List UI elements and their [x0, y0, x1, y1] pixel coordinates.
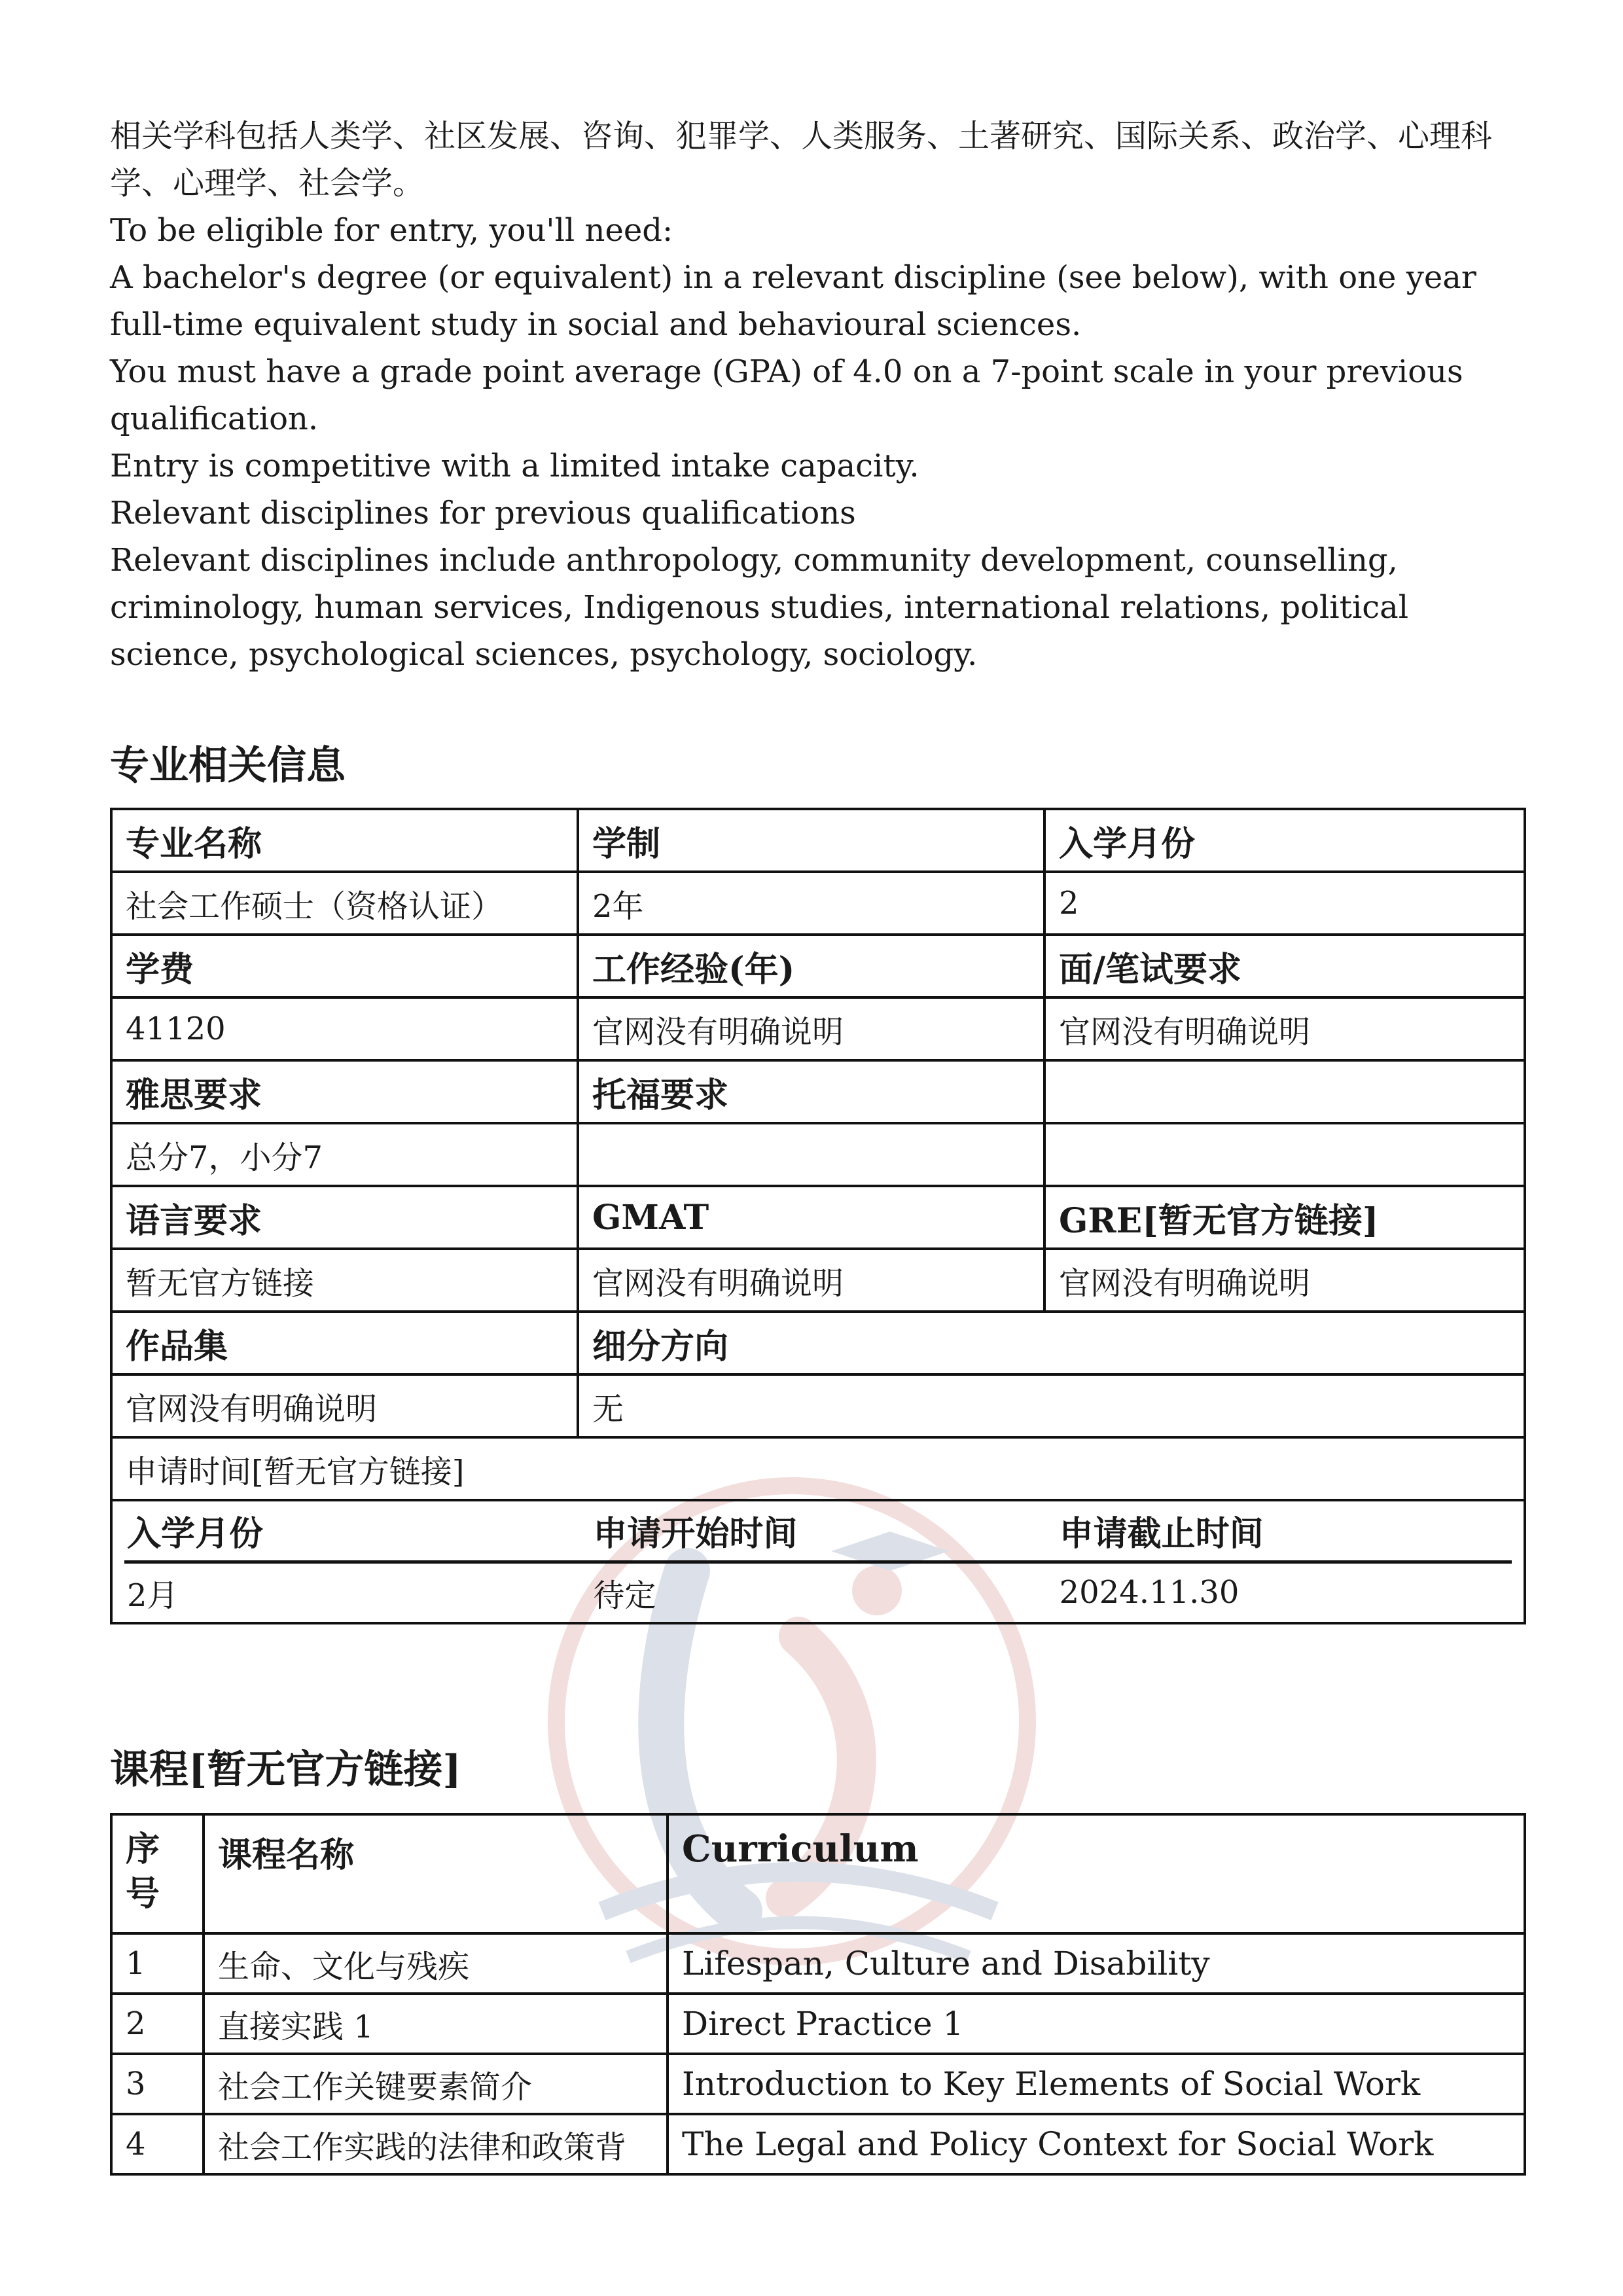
app-start-header: 申请开始时间: [590, 1501, 1056, 1562]
app-start-value: 待定: [593, 1577, 656, 1614]
course-no: 2: [111, 1994, 204, 2054]
course-cn: 直接实践 1: [204, 1994, 668, 2054]
table-row: [111, 2114, 1525, 2174]
intro-line: Relevant disciplines for previous qualifications: [110, 495, 856, 531]
toefl-label: 托福要求: [578, 1060, 1044, 1123]
intro-line: 相关学科包括人类学、社区发展、咨询、犯罪学、人类服务、土著研究、国际关系、政治学、心理科学、心理学、社会学。: [110, 118, 1493, 202]
table-row: [111, 2054, 1525, 2114]
ielts-label: 雅思要求: [111, 1060, 578, 1123]
course-en: Introduction to Key Elements of Social Work: [668, 2054, 1525, 2114]
course-no: 1: [111, 1933, 204, 1994]
interview-value: 官网没有明确说明: [1044, 997, 1525, 1060]
empty-cell: [1044, 1123, 1525, 1186]
portfolio-value: 官网没有明确说明: [111, 1374, 578, 1437]
ielts-value: 总分7，小分7: [111, 1123, 578, 1186]
tuition-value: 41120: [111, 997, 578, 1060]
table-row: [111, 1933, 1525, 1994]
app-deadline-header: 申请截止时间: [1057, 1501, 1512, 1562]
duration-label: 学制: [578, 809, 1044, 872]
course-en: The Legal and Policy Context for Social Work: [668, 2114, 1525, 2174]
tuition-label: 学费: [111, 935, 578, 997]
course-cn: 生命、文化与残疾: [204, 1933, 668, 1994]
intro-line: You must have a grade point average (GPA) of 4.0 on a 7-point scale in your previous qualification.: [110, 353, 1463, 437]
program-name-label: 专业名称: [111, 809, 578, 872]
course-en: Lifespan, Culture and Disability: [668, 1933, 1525, 1994]
program-name-value: 社会工作硕士（资格认证）: [111, 872, 578, 935]
intro-line: A bachelor's degree (or equivalent) in a relevant discipline (see below), with one year full-time equivalent study in social and behavioural sciences.: [110, 259, 1476, 343]
course-en: Direct Practice 1: [668, 1994, 1525, 2054]
intro-line: Entry is competitive with a limited intake capacity.: [110, 448, 919, 484]
work-exp-value: 官网没有明确说明: [578, 997, 1044, 1060]
interview-label: 面/笔试要求: [1044, 935, 1525, 997]
courses-table: [110, 1813, 1526, 2176]
application-time-label: 申请时间[暂无官方链接]: [111, 1437, 1525, 1500]
portfolio-label: 作品集: [111, 1312, 578, 1374]
language-label: 语言要求: [111, 1186, 578, 1249]
course-no: 3: [111, 2054, 204, 2114]
course-cn-header: 课程名称: [204, 1814, 668, 1933]
application-schedule: [111, 1500, 1525, 1623]
gmat-value: 官网没有明确说明: [578, 1249, 1044, 1312]
intake-value: 2: [1044, 872, 1525, 935]
intro-line: Relevant disciplines include anthropology, community development, counselling, criminology, human services, Indigenous studies, international relations, political science, psychological sciences, psychology, sociology.: [110, 542, 1409, 673]
app-intake-header: 入学月份: [124, 1501, 590, 1562]
program-info-title: 专业相关信息: [110, 743, 346, 789]
application-schedule-table: [124, 1501, 1512, 1622]
gre-label: GRE[暂无官方链接]: [1044, 1186, 1525, 1249]
program-info-table: [110, 808, 1526, 1624]
course-no: 4: [111, 2114, 204, 2174]
gre-value: 官网没有明确说明: [1044, 1249, 1525, 1312]
specialization-label: 细分方向: [578, 1312, 1525, 1374]
intake-label: 入学月份: [1044, 809, 1525, 872]
course-cn: 社会工作关键要素简介: [204, 2054, 668, 2114]
course-cn: 社会工作实践的法律和政策背: [204, 2114, 668, 2174]
empty-cell: [1044, 1060, 1525, 1123]
course-en-header: Curriculum: [668, 1814, 1525, 1933]
language-value: 暂无官方链接: [111, 1249, 578, 1312]
gmat-label: GMAT: [578, 1186, 1044, 1249]
specialization-value: 无: [578, 1374, 1525, 1437]
courses-title: 课程[暂无官方链接]: [110, 1747, 461, 1793]
duration-value: 2年: [578, 872, 1044, 935]
table-row: [111, 1994, 1525, 2054]
app-intake-value: 2月: [127, 1577, 179, 1614]
toefl-value: [578, 1123, 1044, 1186]
course-no-header: 序号: [111, 1814, 204, 1933]
app-deadline-value: 2024.11.30: [1059, 1574, 1240, 1611]
intro-text: [110, 113, 1517, 678]
intro-line: To be eligible for entry, you'll need:: [110, 212, 673, 249]
work-exp-label: 工作经验(年): [578, 935, 1044, 997]
